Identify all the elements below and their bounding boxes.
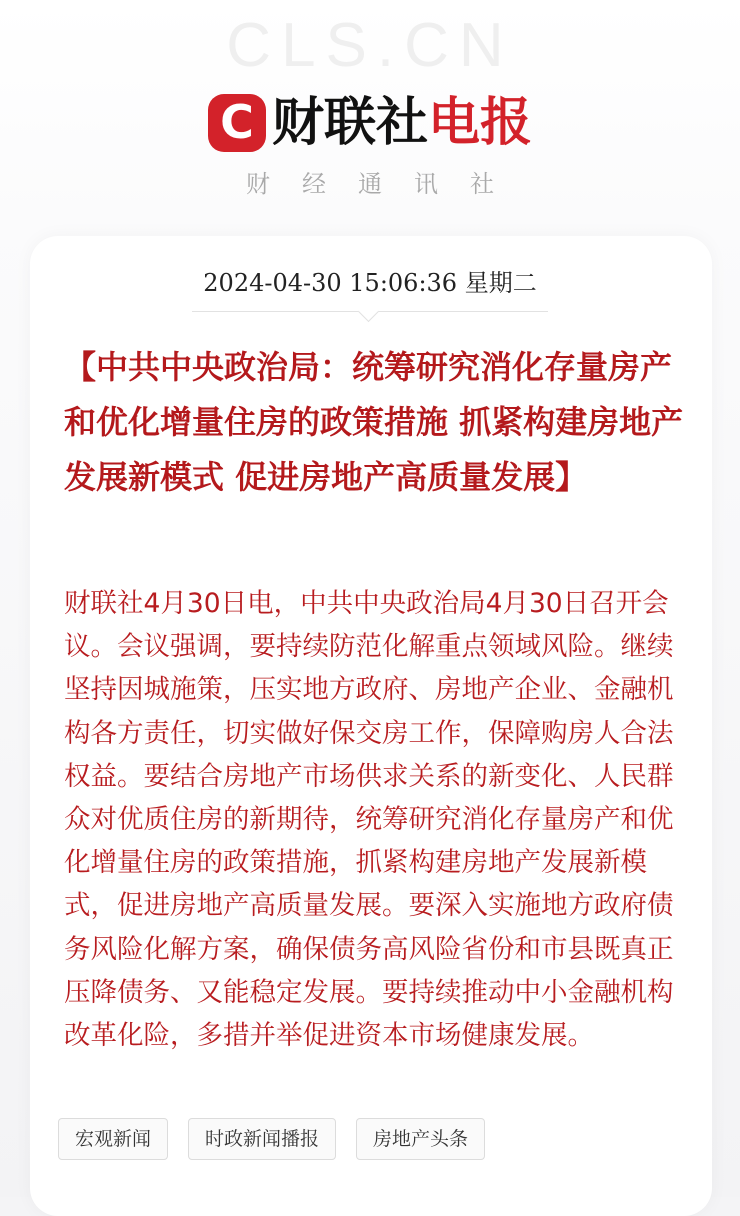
brand-logo (0, 88, 740, 158)
logo-letter: C (220, 95, 254, 149)
brand-accent: 电报 (428, 93, 533, 153)
tag-real-estate[interactable]: 房地产头条 (356, 1118, 485, 1160)
article-headline: 【中共中央政治局：统筹研究消化存量房产和优化增量住房的政策措施 抓紧构建房地产发展新模式 促进房地产高质量发展】 (64, 348, 684, 496)
brand-name: 财联社 (271, 93, 428, 153)
tag-politics-news[interactable]: 时政新闻播报 (188, 1118, 336, 1160)
site-watermark: CLS.CN (226, 11, 514, 80)
cls-logo-icon (208, 94, 266, 152)
publish-timestamp: 2024-04-30 15:06:36 星期二 (203, 269, 537, 297)
article-body: 财联社4月30日电，中共中央政治局4月30日召开会议。会议强调，要持续防范化解重点领域风险。继续坚持因城施策，压实地方政府、房地产企业、金融机构各方责任，切实做好保交房工作，保障购房人合法权益。要结合房地产市场供求关系的新变化、人民群众对优质住房的新期待，统筹研究消化存量房产和优化增量住房的政策措施，抓紧构建房地产发展新模式，促进房地产高质量发展。要深入实施地方政府债务风险化解方案，确保债务高风险省份和市县既真正压降债务、又能稳定发展。要持续推动中小金融机构改革化险，多措并举促进资本市场健康发展。 (64, 588, 674, 1052)
tag-macro-news[interactable]: 宏观新闻 (58, 1118, 168, 1160)
brand-tagline: 财经通讯社 (246, 170, 526, 198)
topic-tags (58, 1118, 485, 1160)
